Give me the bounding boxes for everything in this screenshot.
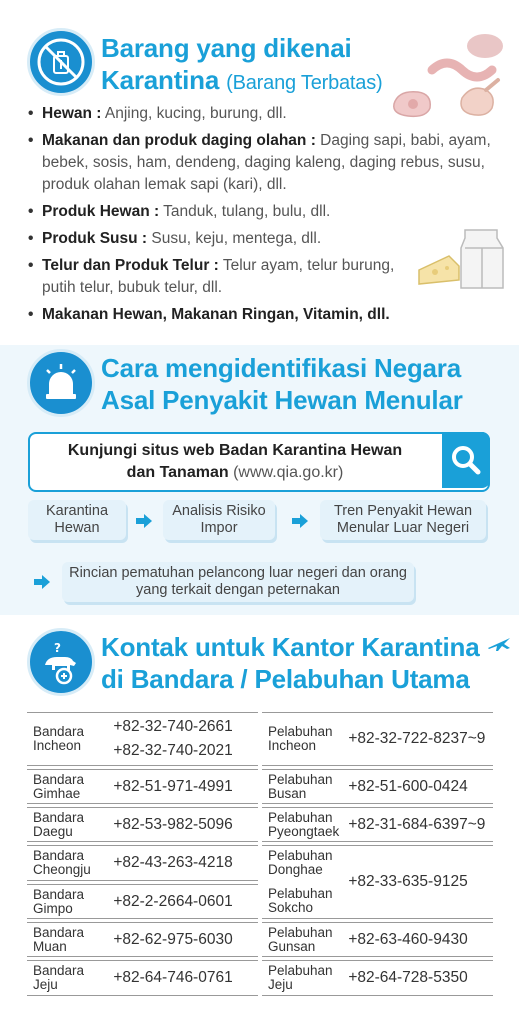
- left-office-phone: +82-62-975-6030: [109, 923, 258, 957]
- right-office-phone: +82-64-728-5350: [344, 961, 493, 996]
- item-label: Produk Hewan :: [42, 203, 160, 220]
- table-row: [27, 808, 493, 842]
- phone-number: +82-32-740-2661: [113, 718, 233, 735]
- list-item: [28, 304, 508, 326]
- table-row: [27, 961, 493, 996]
- left-office-phone: +82-43-263-4218: [109, 846, 258, 881]
- table-row: [27, 713, 493, 766]
- section1-title: [101, 32, 382, 99]
- left-office-phone: +82-64-746-0761: [109, 961, 258, 996]
- list-item: [28, 103, 508, 125]
- list-item: [28, 201, 508, 223]
- item-text: Anjing, kucing, burung, dll.: [104, 105, 287, 122]
- left-office-name: Bandara Daegu: [27, 808, 109, 842]
- section1-title-suffix: (Barang Terbatas): [226, 72, 383, 94]
- restricted-items-list: [28, 103, 508, 331]
- left-office-phone: [109, 713, 258, 766]
- flow-step-disease-trends: [320, 500, 486, 540]
- item-text: Daging sapi, babi, ayam, bebek, sosis, ham, dendeng, daging kaleng, daging rebus, susu, produk olahan lemak sapi (kari), dll.: [42, 132, 491, 193]
- qia-website-line1: Kunjungi situs web Badan Karantina Hewan: [67, 442, 403, 459]
- alarm-light-icon: [27, 349, 95, 417]
- section1-title-line2: Karantina: [101, 65, 220, 95]
- right-office-phone: +82-51-600-0424: [344, 770, 493, 804]
- section3-title-line1: [101, 631, 512, 663]
- search-button[interactable]: [442, 432, 490, 488]
- flow-step-text: Tren Penyakit Hewan Menular Luar Negeri: [333, 503, 473, 536]
- right-office-phone: +82-31-684-6397~9: [344, 808, 493, 842]
- left-office-phone: +82-51-971-4991: [109, 770, 258, 804]
- flow-step-text: Rincian pematuhan pelancong luar negeri dan orang yang terkait dengan peternakan: [69, 565, 407, 598]
- right-office-name: Pelabuhan Incheon: [262, 713, 344, 766]
- qia-website-text: [30, 440, 440, 484]
- left-office-name: Bandara Gimhae: [27, 770, 109, 804]
- contacts-table: [27, 712, 493, 996]
- table-row: [27, 770, 493, 804]
- item-label: Hewan :: [42, 105, 102, 122]
- left-office-phone: +82-53-982-5096: [109, 808, 258, 842]
- right-office-name: Pelabuhan Sokcho: [262, 885, 344, 919]
- section2-title-line2: Asal Penyakit Hewan Menular: [101, 385, 463, 415]
- item-text: Tanduk, tulang, bulu, dll.: [163, 203, 331, 220]
- left-office-name: Bandara Cheongju: [27, 846, 109, 881]
- svg-text:?: ?: [54, 641, 61, 655]
- right-office-phone: +82-33-635-9125: [344, 846, 493, 919]
- right-office-name: Pelabuhan Donghae: [262, 846, 344, 881]
- list-item: [28, 255, 417, 299]
- flow-step-text: Analisis Risiko Impor: [172, 503, 266, 536]
- left-office-name: Bandara Gimpo: [27, 885, 109, 919]
- section3-title-line2: di Bandara / Pelabuhan Utama: [101, 664, 470, 694]
- item-label: Telur dan Produk Telur :: [42, 257, 219, 274]
- list-item: [28, 130, 508, 196]
- right-office-name: Pelabuhan Busan: [262, 770, 344, 804]
- flow-step-animal-quarantine: [28, 500, 126, 540]
- search-icon: [442, 432, 490, 488]
- phone-number: +82-32-740-2021: [113, 742, 233, 759]
- left-office-name: Bandara Muan: [27, 923, 109, 957]
- table-row: [27, 923, 493, 957]
- prohibited-luggage-icon: [27, 28, 95, 96]
- flow-step-import-risk: [163, 500, 275, 540]
- qia-website-url: (www.qia.go.kr): [233, 464, 344, 481]
- section1-title-line1: Barang yang dikenai: [101, 33, 352, 63]
- flow-step-compliance-details: [62, 562, 414, 602]
- section3-title-line1-text: Kontak untuk Kantor Karantina: [101, 632, 480, 662]
- section2-title: [101, 352, 463, 416]
- item-text: Telur ayam, telur burung, putih telur, bubuk telur, dll.: [42, 257, 395, 296]
- quarantine-contact-icon: [27, 628, 95, 696]
- left-office-name: Bandara Jeju: [27, 961, 109, 996]
- qia-website-box[interactable]: [28, 432, 490, 492]
- section1-title-line2-wrap: [101, 64, 382, 99]
- section2-title-line1: Cara mengidentifikasi Negara: [101, 353, 461, 383]
- right-office-name: Pelabuhan Gunsan: [262, 923, 344, 957]
- item-label: Produk Susu :: [42, 230, 148, 247]
- right-office-name: Pelabuhan Jeju: [262, 961, 344, 996]
- left-office-name: Bandara Incheon: [27, 713, 109, 766]
- section3-title: [101, 631, 512, 695]
- right-office-name: Pelabuhan Pyeongtaek: [262, 808, 344, 842]
- qia-website-line2-bold: dan Tanaman: [126, 464, 229, 481]
- item-label: Makanan dan produk daging olahan :: [42, 132, 316, 149]
- flow-step-text: Karantina Hewan: [45, 503, 109, 536]
- table-row: [27, 846, 493, 881]
- right-office-phone: +82-63-460-9430: [344, 923, 493, 957]
- item-label: Makanan Hewan, Makanan Ringan, Vitamin, dll.: [42, 306, 390, 323]
- airplane-icon: [486, 634, 512, 660]
- dairy-illustration-icon: [415, 228, 505, 290]
- right-office-phone: +82-32-722-8237~9: [344, 713, 493, 766]
- item-text: Susu, keju, mentega, dll.: [151, 230, 322, 247]
- left-office-phone: +82-2-2664-0601: [109, 885, 258, 919]
